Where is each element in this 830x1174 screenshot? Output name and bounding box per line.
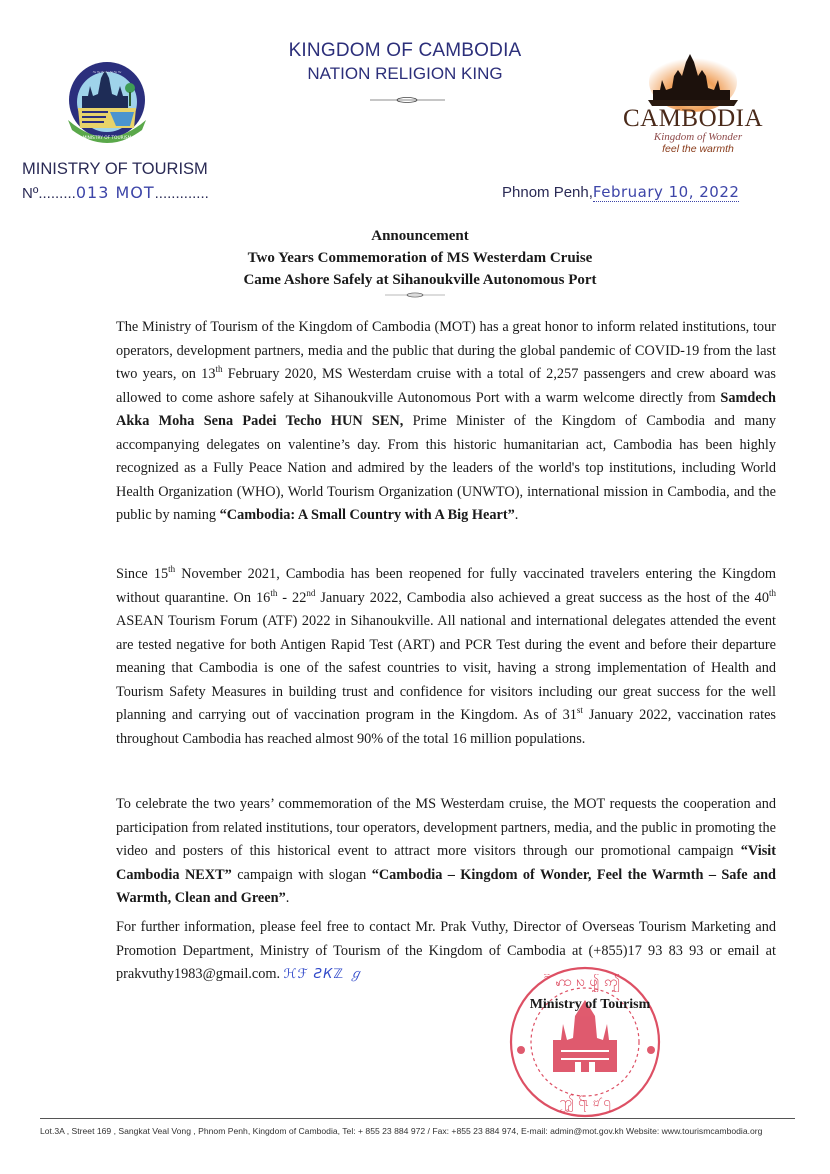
- place-label: Phnom Penh,: [502, 184, 593, 201]
- cambodia-kingdom-of-wonder-logo: [598, 40, 788, 155]
- campaign-name: “Visit Cambodia NEXT”: [116, 843, 776, 883]
- announcement-title-line-2: Came Ashore Safely at Sihanoukville Autonomous Port: [243, 272, 597, 288]
- body-paragraph-3: To celebrate the two years’ commemoration of the MS Westerdam cruise, the MOT requests the cooperation and participation from related institutions, tour operators, development partners, media, and the public in promoting the video and posters of this historical event to attract more visitors through our promotional campaign “Visit Cambodia NEXT” campaign with slogan “Cambodia – Kingdom of Wonder, Feel the Warmth – Safe and Warmth, Clean and Green”.: [116, 796, 776, 906]
- seal-label: Ministry of Tourism: [529, 997, 651, 1012]
- cambodia-wordmark: CAMBODIA: [622, 105, 764, 132]
- svg-text:~~~~~~~: ~~~~~~~: [92, 70, 122, 76]
- kingdom-of-wonder-tagline: Kingdom of Wonder: [653, 131, 743, 143]
- svg-text:ꩶ ꩷ ꩸ ꩹: ꩶ ꩷ ꩸ ꩹: [559, 1095, 611, 1110]
- reference-prefix: Nº: [22, 185, 39, 202]
- body-paragraph-2: Since 15th November 2021, Cambodia has been reopened for fully vaccinated travelers entering the Kingdom without quarantine. On 16th - 22nd January 2022, Cambodia also achieved a great success as the host of the 40th ASEAN Tourism Forum (ATF) 2022 in Sihanoukville. All national and international delegates attended the event are tested negative for both Antigen Rapid Test (ART) and PCR Test during the event and before their departure meaning that Cambodia is one of the safest countries to visit, having a strong implementation of Health and Tourism Safety Measures in building trust and confidence for visitors including our great success for the well planning and carrying out of vaccination program in the Kingdom. As of 31st January 2022, vaccination rates throughout Cambodia has reached almost 90% of the total 16 million populations.: [116, 564, 776, 747]
- place-date-line: [502, 183, 739, 201]
- contact-email-link[interactable]: prakvuthy1983@gmail.com: [116, 966, 277, 982]
- footer-address-contact: Lot.3A , Street 169 , Sangkat Veal Vong , Phnom Penh, Kingdom of Cambodia, Tel: + 855 23 884 972 / Fax: +855 23 884 974, E-mail: admin@mot.gov.kh Website: www.tourismcambodia.org: [40, 1126, 763, 1136]
- handwritten-date: February 10, 2022: [592, 183, 740, 201]
- campaign-slogan: “Cambodia – Kingdom of Wonder, Feel the Warmth – Safe and Warmth, Clean and Green”: [116, 866, 776, 906]
- header-ornament-divider: [370, 96, 445, 104]
- prime-minister-name: Samdech Akka Moha Sena Padei Techo HUN SEN,: [116, 389, 776, 429]
- title-ornament-divider: [385, 292, 445, 298]
- body-paragraph-4-contact: For further information, please feel free to contact Mr. Prak Vuthy, Director of Overseas Tourism Marketing and Promotion Department, Ministry of Tourism of the Kingdom of Cambodia at (+855)17 93 83 93 or email at prakvuthy1983@gmail.com. ℋℱ ƧКℤ ℊ: [116, 919, 776, 982]
- kingdom-heading: KINGDOM OF CAMBODIA: [288, 40, 522, 61]
- footer-divider: [40, 1118, 795, 1119]
- announcement-title-line-1: Two Years Commemoration of MS Westerdam Cruise: [247, 250, 593, 266]
- ministry-official-seal-stamp: [495, 960, 675, 1120]
- feel-the-warmth-tagline: feel the warmth: [662, 143, 734, 155]
- body-paragraph-1: The Ministry of Tourism of the Kingdom of Cambodia (MOT) has a great honor to inform related institutions, tour operators, development partners, media and the public that during the global pandemic of COVID-19 from the last two years, on 13th February 2020, MS Westerdam cruise with a total of 2,257 passengers and crew aboard was allowed to come ashore safely at Sihanoukville Autonomous Port with a warm welcome directly from Samdech Akka Moha Sena Padei Techo HUN SEN, Prime Minister of the Kingdom of Cambodia and many accompanying delegates on valentine’s day. From this historic humanitarian act, Cambodia has been highly recognized as a Fully Peace Nation and admired by the leaders of the world's top institutions, including World Health Organization (WHO), World Tourism Organization (UNWTO), international mission in Cambodia, and the public by naming “Cambodia: A Small Country with A Big Heart”.: [116, 319, 777, 523]
- national-motto: NATION RELIGION KING: [307, 64, 503, 83]
- dots: .........: [38, 185, 76, 202]
- handwritten-initials: ℋℱ ƧКℤ ℊ: [283, 967, 364, 982]
- ministry-name: MINISTRY OF TOURISM: [22, 160, 208, 178]
- reference-number: 013 MOT: [75, 183, 155, 202]
- svg-text:MINISTRY OF TOURISM: MINISTRY OF TOURISM: [82, 136, 132, 141]
- quote-small-country-big-heart: “Cambodia: A Small Country with A Big Heart”: [219, 507, 515, 523]
- announcement-label: Announcement: [371, 228, 469, 244]
- svg-text:ꩰ ꩲ ꩳ ꩴ ꩵ: ꩰ ꩲ ꩳ ꩴ ꩵ: [550, 974, 620, 990]
- reference-number-line: Nº.........013 MOT.............: [22, 183, 209, 202]
- ministry-of-tourism-emblem-icon: [60, 58, 155, 148]
